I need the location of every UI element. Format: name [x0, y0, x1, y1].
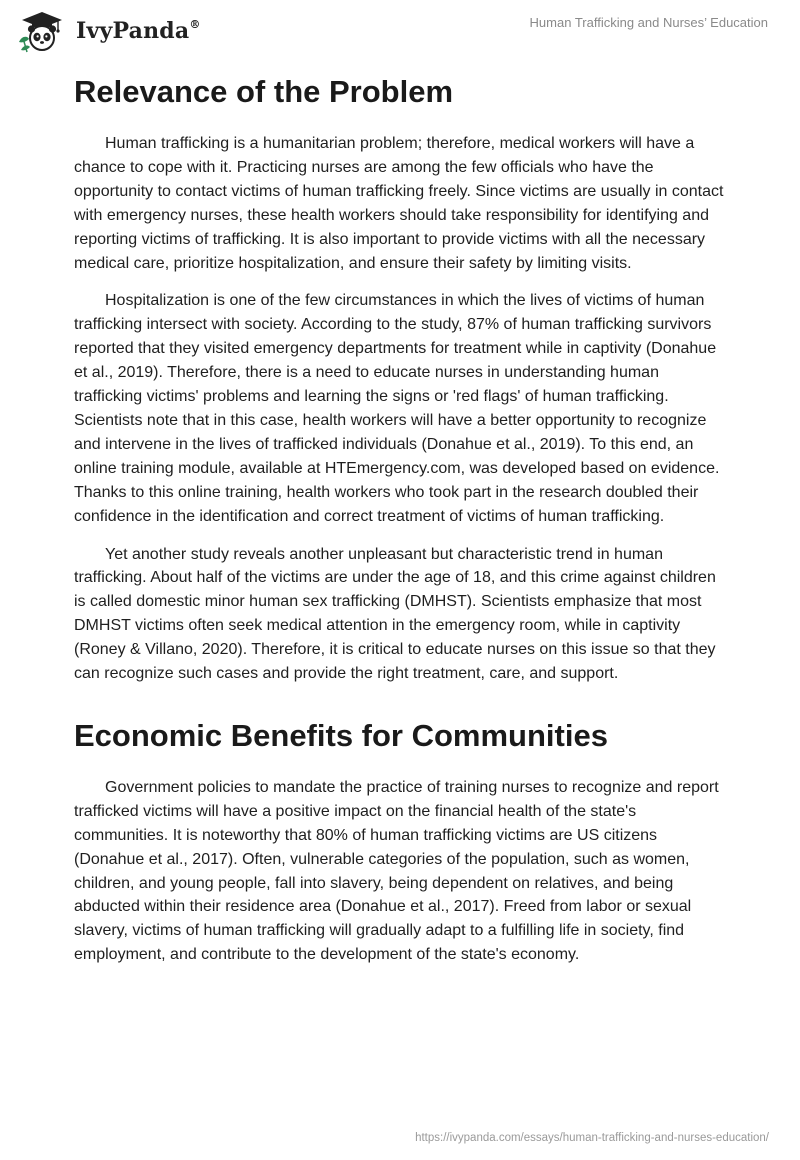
section-economic-benefits	[74, 714, 724, 967]
document-title: Human Trafficking and Nurses’ Education	[529, 15, 768, 30]
paragraph: Government policies to mandate the practice of training nurses to recognize and report trafficked victims will have a positive impact on the financial health of the state's communities. It is noteworthy that 80% of human trafficking victims are US citizens (Donahue et al., 2017). Often, vulnerable categories of the population, such as women, children, and young people, fall into slavery, being dependent on relatives, and being abducted within their residence area (Donahue et al., 2017). Freed from labor or sexual slavery, victims of human trafficking will gradually adapt to a fulfilling life in society, find employment, and contribute to the development of the state's economy.	[74, 778, 719, 964]
paragraph: Yet another study reveals another unpleasant but characteristic trend in human trafficking. About half of the victims are under the age of 18, and this crime against children is called domestic minor human sex trafficking (DMHST). Scientists emphasize that most DMHST victims often seek medical attention in the emergency room, while in captivity (Roney & Villano, 2020). Therefore, it is critical to educate nurses on this issue so that they can recognize such cases and provide the right treatment, care, and support.	[74, 545, 716, 683]
page-header	[0, 0, 800, 60]
paragraph: Human trafficking is a humanitarian problem; therefore, medical workers will have a chance to cope with it. Practicing nurses are among the few officials who have the opportunity to contact victims of human trafficking freely. Since victims are usually in contact with emergency nurses, these health workers should take responsibility for identifying and reporting victims of trafficking. It is also important to provide victims with all the necessary medical care, prioritize hospitalization, and ensure their safety by limiting visits.	[74, 135, 724, 272]
section-heading-economic-benefits: Economic Benefits for Communities	[74, 717, 608, 753]
brand-name-text: IvyPanda	[76, 18, 190, 44]
brand-name	[76, 18, 201, 44]
essay-content	[74, 70, 724, 981]
section-heading-relevance: Relevance of the Problem	[74, 74, 454, 109]
ivypanda-logo[interactable]	[14, 8, 201, 54]
panda-graduate-icon	[14, 8, 70, 54]
paragraph: Hospitalization is one of the few circumstances in which the lives of victims of human trafficking intersect with society. According to the study, 87% of human trafficking survivors reported that they visited emergency departments for treatment while in captivity (Donahue et al., 2019). Therefore, there is a need to educate nurses in understanding human trafficking victims' problems and learning the signs or 'red flags' of human trafficking. Scientists note that in this case, health workers will have a better opportunity to recognize and intervene in the lives of trafficked individuals (Donahue et al., 2019). To this end, an online training module, available at HTEmergency.com, was developed based on evidence. Thanks to this online training, health workers who took part in the research doubled their confidence in the identification and correct treatment of victims of human trafficking.	[74, 292, 720, 525]
section-relevance	[74, 70, 724, 686]
registered-mark: ®	[189, 17, 201, 31]
source-url[interactable]: https://ivypanda.com/essays/human-trafficking-and-nurses-education/	[415, 1132, 769, 1144]
